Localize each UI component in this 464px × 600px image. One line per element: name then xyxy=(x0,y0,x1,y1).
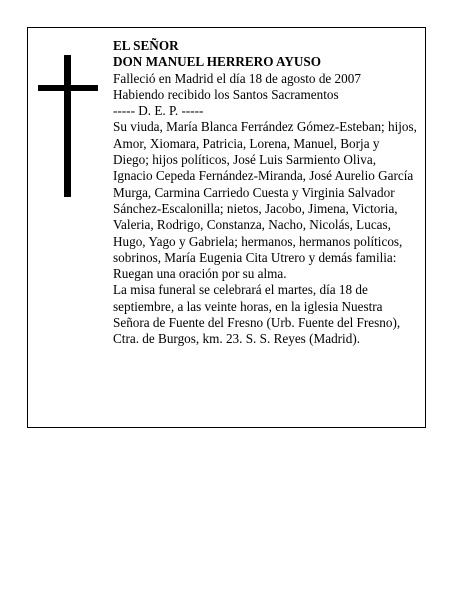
cross-icon xyxy=(38,55,98,197)
prayer-line: Ruegan una oración por su alma. xyxy=(113,266,287,282)
funeral-paragraph: La misa funeral se celebrará el martes, día 18 de septiembre, a las veinte horas, en la iglesia Nuestra Señora de Fuente del Fresno (Urb. Fuente del Fresno), Ctra. de Burgos, km. 23. S. S. Reyes (Madrid). xyxy=(113,282,401,347)
death-date-line: Falleció en Madrid el día 18 de agosto de 2007 xyxy=(113,70,361,86)
cross-vertical-bar xyxy=(64,55,71,197)
sacraments-line: Habiendo recibido los Santos Sacramentos xyxy=(113,86,339,102)
cross-horizontal-bar xyxy=(38,85,98,91)
title-line-1: EL SEÑOR xyxy=(113,38,179,53)
deceased-name: DON MANUEL HERRERO AYUSO xyxy=(113,54,321,70)
rip-line: ----- D. E. P. ----- xyxy=(113,103,204,119)
obituary-text xyxy=(113,38,418,348)
family-paragraph: Su viuda, María Blanca Ferrández Gómez-Esteban; hijos, Amor, Xiomara, Patricia, Lorena, Manuel, Borja y Diego; hijos políticos, José Luis Sarmiento Oliva, Ignacio Cepeda Fernández-Miranda, José Aurelio García Murga, Carmina Carriedo Cuesta y Virginia Salvador Sánchez-Escalonilla; nietos, Jacobo, Jimena, Victoria, Valeria, Rodrigo, Constanza, Nacho, Nicolás, Lucas, Hugo, Yago y Gabriela; hermanos, hermanos políticos, sobrinos, María Eugenia Cita Utrero y demás familia: xyxy=(113,119,417,265)
